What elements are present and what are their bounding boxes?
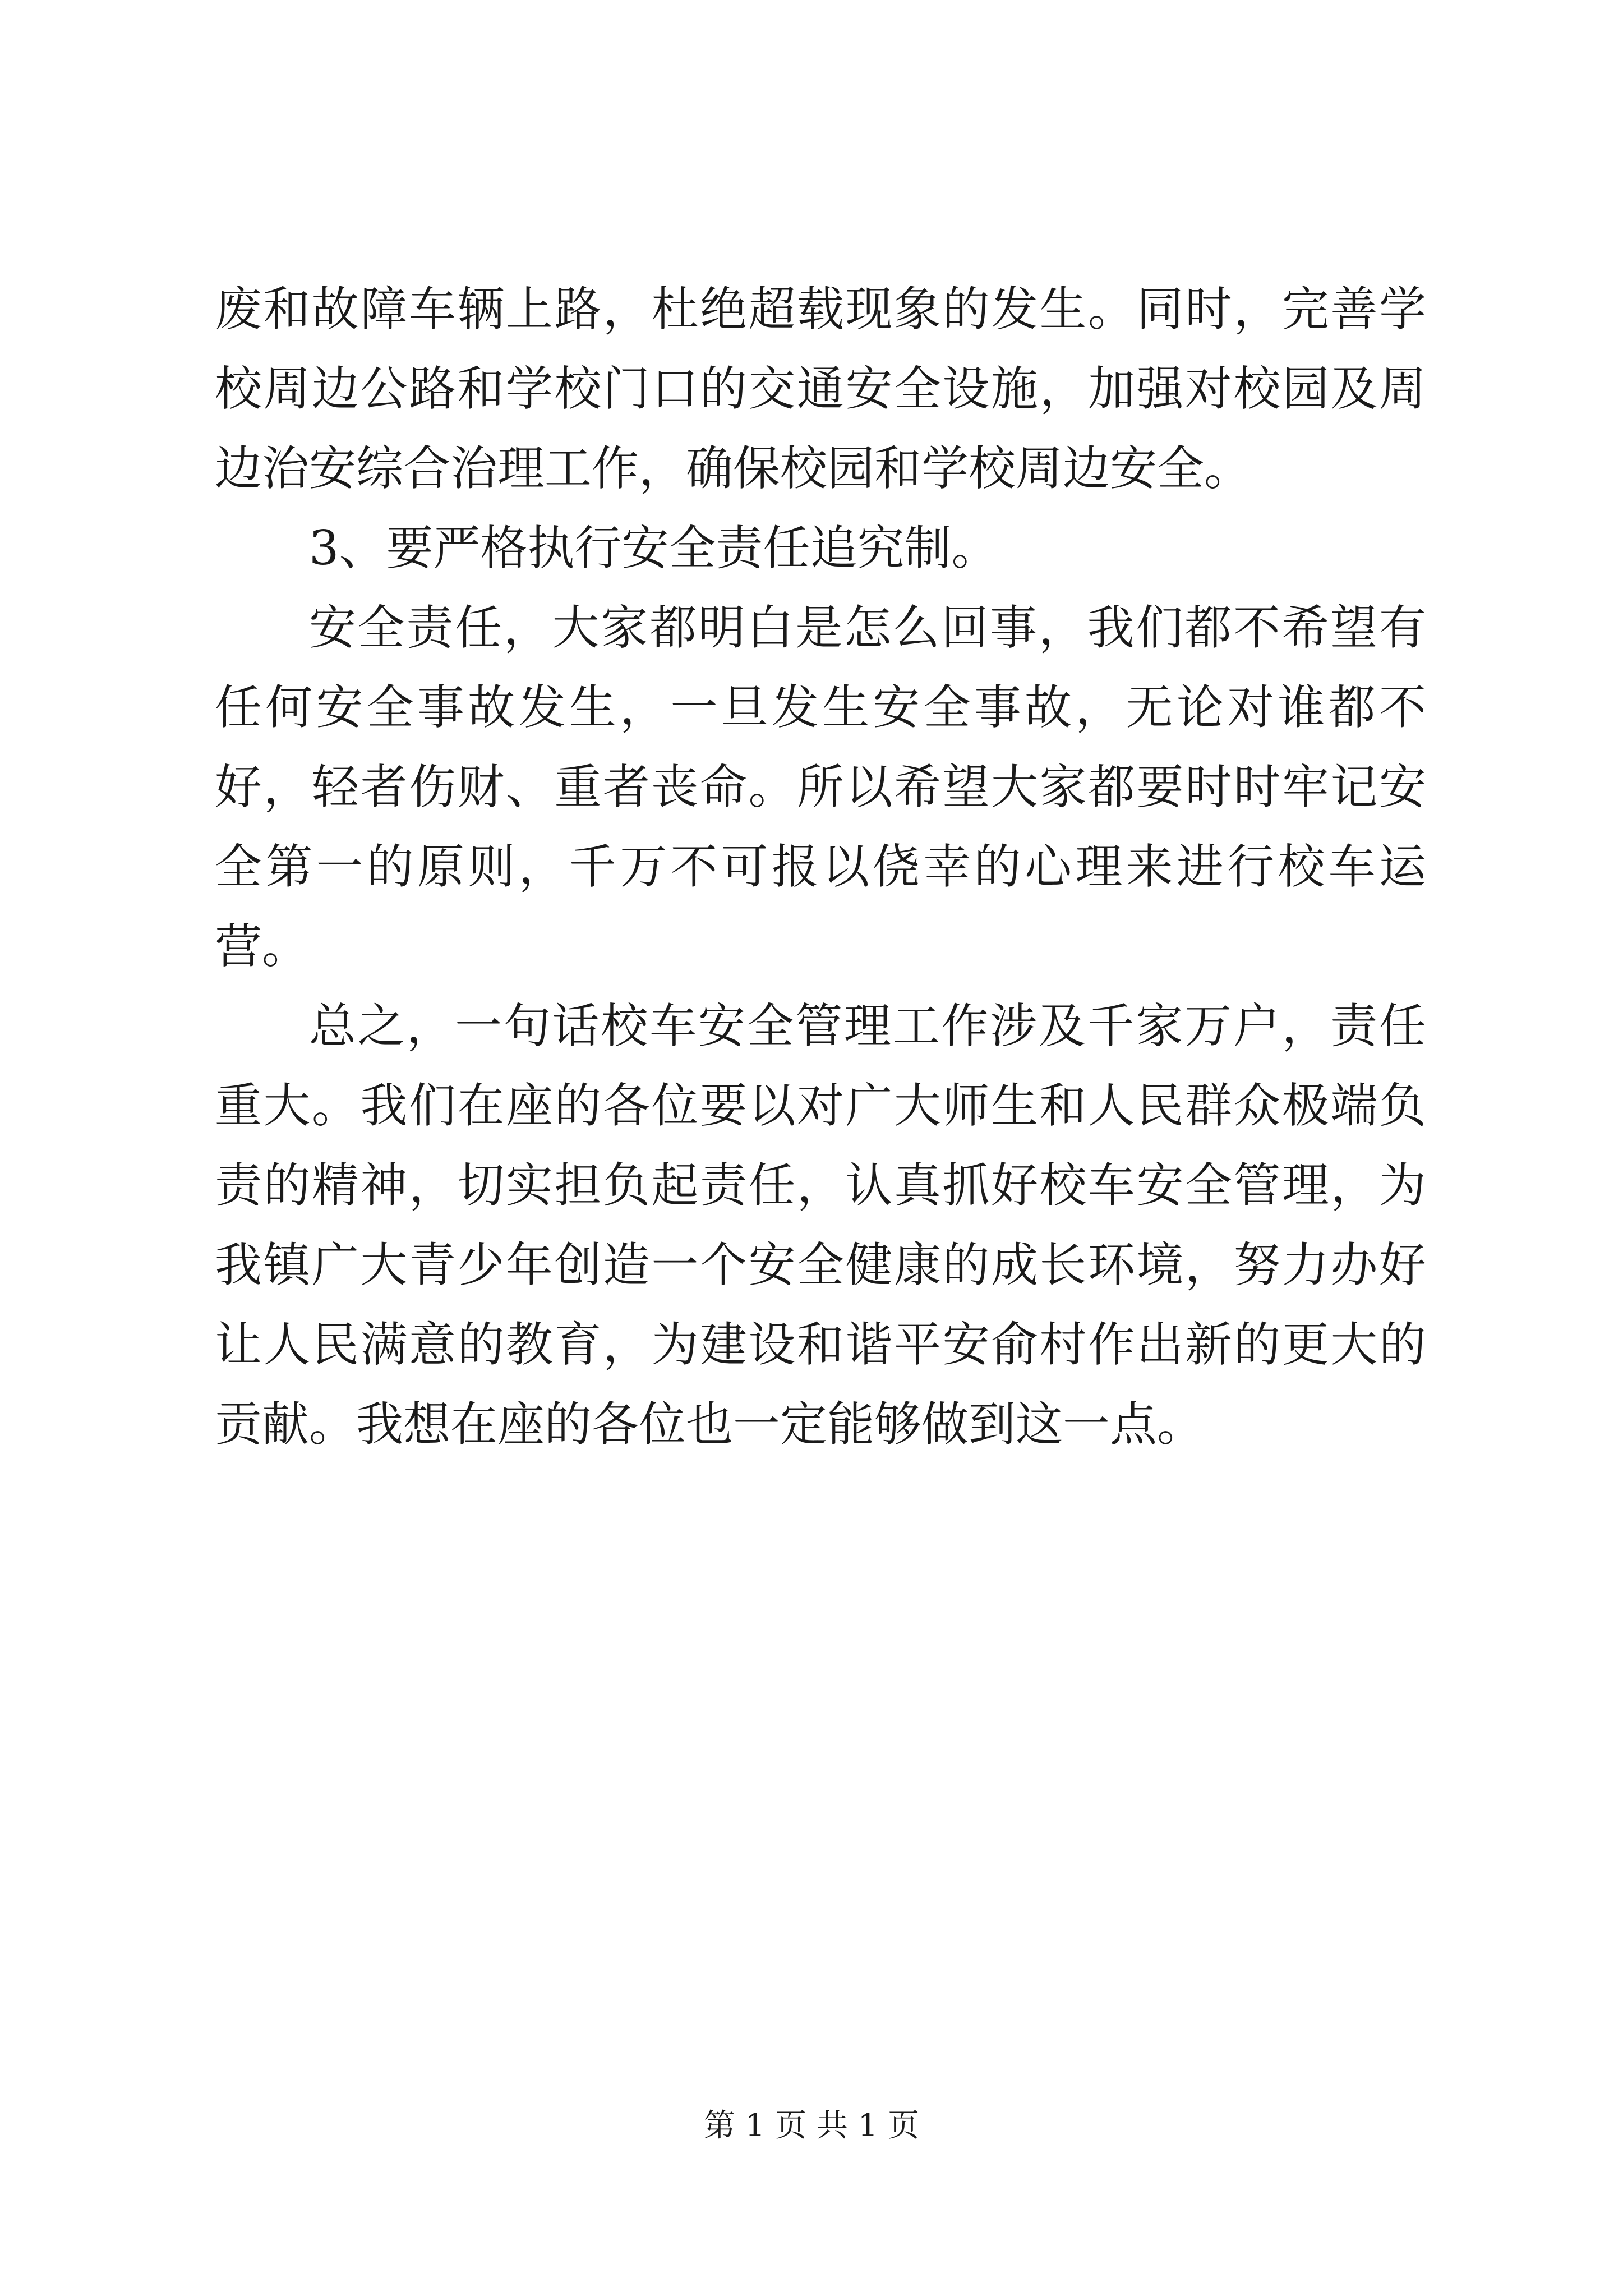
page-footer: 第 1 页 共 1 页 (703, 2108, 920, 2144)
paragraph-1: 废和故障车辆上路，杜绝超载现象的发生。同时，完善学校周边公路和学校门口的交通安全设施，加强对校园及周边治安综合治理工作，确保校园和学校周边安全。 (215, 282, 1426, 496)
paragraph-2: 3、要严格执行安全责任追究制。 (309, 521, 999, 576)
paragraph-3: 安全责任，大家都明白是怎么回事，我们都不希望有任何安全事故发生，一旦发生安全事故，无论对谁都不好，轻者伤财、重者丧命。所以希望大家都要时时牢记安全第一的原则，千万不可报以侥幸的心理来进行校车运营。 (215, 600, 1426, 974)
paragraph-4: 总之，一句话校车安全管理工作涉及千家万户，责任重大。我们在座的各位要以对广大师生和人民群众极端负责的精神，切实担负起责任，认真抓好校车安全管理，为我镇广大青少年创造一个安全健康的成长环境，努力办好让人民满意的教育，为建设和谐平安俞村作出新的更大的贡献。我想在座的各位也一定能够做到这一点。 (215, 999, 1426, 1452)
document-body (215, 269, 1426, 1464)
